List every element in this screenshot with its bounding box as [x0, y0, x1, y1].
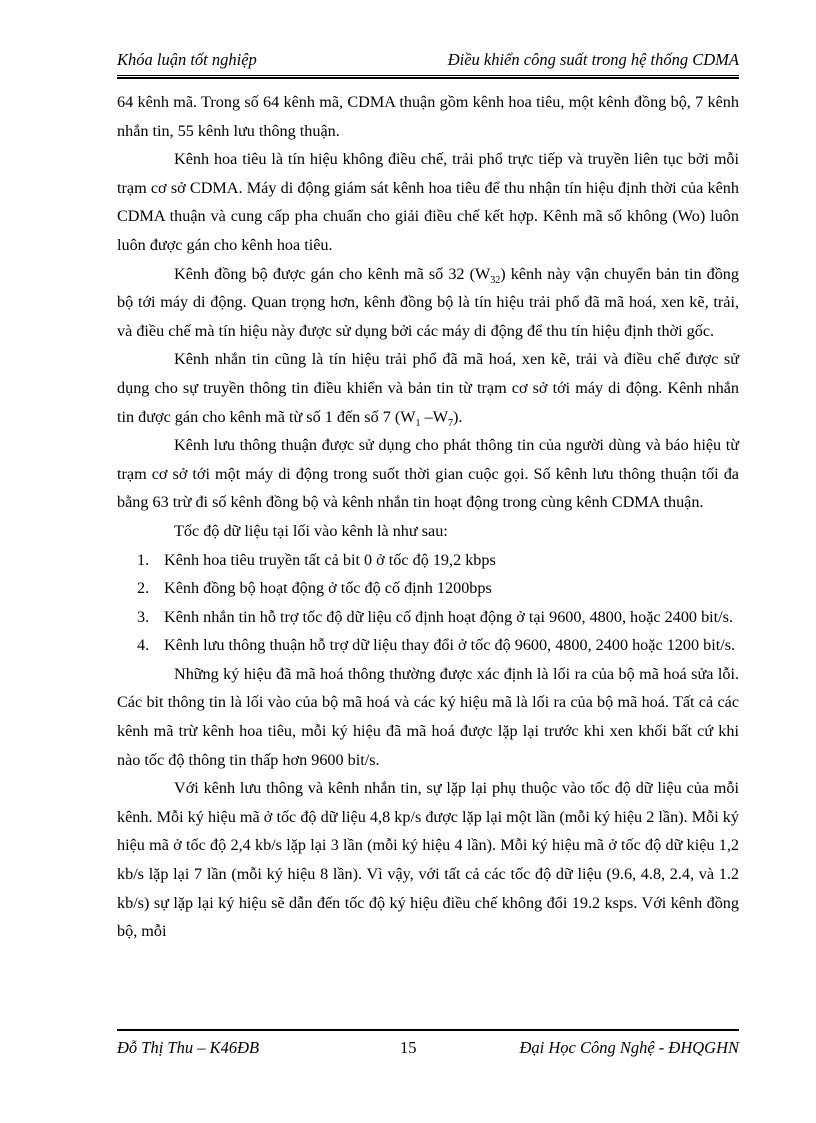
footer-rule [117, 1029, 739, 1031]
list-item [117, 603, 739, 632]
list-item [117, 631, 739, 660]
paragraph-sync-channel [117, 260, 739, 346]
header-left-title: Khóa luận tốt nghiệp [117, 50, 257, 69]
list-text: Kênh hoa tiêu truyền tất cả bit 0 ở tốc độ 19,2 kbps [164, 550, 496, 569]
paragraph-coded-symbols: Những ký hiệu đã mã hoá thông thường được xác định là lối ra của bộ mã hoá sửa lỗi. Các bit thông tin là lối vào của bộ mã hoá và các ký hiệu mã là lối ra của bộ mã hoá. Tất cả các kênh mã trừ kênh hoa tiêu, mỗi ký hiệu đã mã hoá được lặp lại trước khi xen khối bất cứ khi nào tốc độ thông tin thấp hơn 9600 bit/s. [117, 664, 739, 769]
paragraph-traffic-channel: Kênh lưu thông thuận được sử dụng cho phát thông tin của người dùng và báo hiệu từ trạm cơ sở tới một máy di động trong suốt thời gian cuộc gọi. Số kênh lưu thông thuận tối đa bằng 63 trừ đi số kênh đồng bộ và kênh nhắn tin hoạt động trong cùng kênh CDMA thuận. [117, 436, 739, 512]
data-rate-list [117, 546, 739, 660]
paging-text-a: Kênh nhắn tin cũng là tín hiệu trải phổ đã mã hoá, xen kẽ, trải và điều chế được sử dụng cho sự truyền thông tin điều khiển và bản tin từ trạm cơ sở tới máy di động. Kênh nhắn tin được gán cho kênh mã từ số 1 đến số 7 (W [117, 350, 739, 426]
paging-subscript-1: 1 [415, 417, 421, 429]
paragraph-paging-channel [117, 345, 739, 431]
page-number: 15 [400, 1038, 417, 1057]
paging-text-b: ). [452, 407, 463, 426]
list-text: Kênh nhắn tin hỗ trợ tốc độ dữ liệu cố định hoạt động ở tại 9600, 4800, hoặc 2400 bit/s. [164, 607, 733, 626]
page-footer [117, 1038, 739, 1060]
sync-text-b: ) kênh này vận chuyển bản tin đồng bộ tới máy di động. Quan trọng hơn, kênh đồng bộ là tín hiệu trải phổ đã mã hoá, xen kẽ, trải, và điều chế mà tín hiệu này được sử dụng bởi các máy di động để thu tín hiệu định thời gốc. [117, 264, 739, 340]
paragraph-1: 64 kênh mã. Trong số 64 kênh mã, CDMA thuận gồm kênh hoa tiêu, một kênh đồng bộ, 7 kênh nhắn tin, 55 kênh lưu thông thuận. [117, 93, 739, 140]
list-text: Kênh lưu thông thuận hỗ trợ dữ liệu thay đổi ở tốc độ 9600, 4800, 2400 hoặc 1200 bit/s. [164, 636, 736, 655]
list-number: 4. [137, 636, 150, 655]
paragraph-pilot-channel: Kênh hoa tiêu là tín hiệu không điều chế, trải phổ trực tiếp và truyền liên tục bởi mỗi trạm cơ sở CDMA. Máy di động giám sát kênh hoa tiêu để thu nhận tín hiệu định thời của kênh CDMA thuận và cung cấp pha chuẩn cho giải điều chế kết hợp. Kênh mã số không (Wo) luôn luôn được gán cho kênh hoa tiêu. [117, 150, 739, 254]
header-right-title: Điều khiển công suất trong hệ thống CDMA [447, 50, 739, 69]
sync-text-a: Kênh đồng bộ được gán cho kênh mã số 32 (W [174, 264, 491, 283]
body-text [117, 88, 739, 946]
list-number: 1. [137, 550, 150, 569]
sync-subscript: 32 [490, 274, 501, 286]
paging-text-mid: –W [420, 407, 448, 426]
list-number: 3. [137, 607, 150, 626]
page-header [117, 50, 739, 70]
list-item [117, 546, 739, 575]
list-number: 2. [137, 579, 150, 598]
paging-subscript-2: 7 [447, 417, 453, 429]
paragraph-repetition: Với kênh lưu thông và kênh nhắn tin, sự lặp lại phụ thuộc vào tốc độ dữ liệu của mỗi kênh. Mỗi ký hiệu mã ở tốc độ dữ liệu 4,8 kp/s được lặp lại một lần (mỗi ký hiệu 2 lần). Mỗi ký hiệu mã ở tốc độ 2,4 kb/s lặp lại 3 lần (mỗi ký hiệu 4 lần). Mỗi ký hiệu mã ở tốc độ dữ kiệu 1,2 kb/s lặp lại 7 lần (mỗi ký hiệu 8 lần). Vì vậy, với tất cả các tốc độ dữ liệu (9.6, 4.8, 2.4, và 1.2 kb/s) sự lặp lại ký hiệu sẽ dẫn đến tốc độ ký hiệu điều chế không đổi 19.2 ksps. Với kênh đồng bộ, mỗi [117, 779, 739, 941]
list-text: Kênh đồng bộ hoạt động ở tốc độ cố định 1200bps [164, 579, 492, 598]
list-item [117, 574, 739, 603]
footer-institution: Đại Học Công Nghệ - ĐHQGHN [519, 1038, 739, 1057]
paragraph-data-rate-intro: Tốc độ dữ liệu tại lối vào kênh là như sau: [174, 521, 448, 540]
header-double-rule [117, 75, 739, 79]
footer-author: Đỗ Thị Thu – K46ĐB [117, 1038, 260, 1057]
